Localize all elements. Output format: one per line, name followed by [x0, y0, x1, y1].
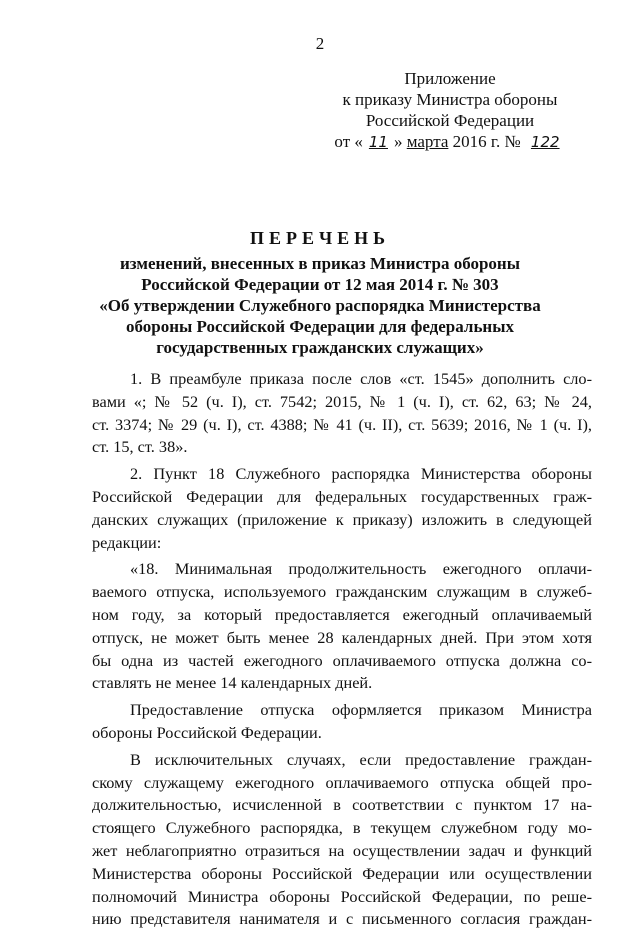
title-line: Российской Федерации от 12 мая 2014 г. № 303: [141, 275, 499, 294]
approval-federation-line: Российской Федерации: [365, 111, 535, 130]
paragraph-1: [92, 368, 592, 459]
handwritten-day: 11: [368, 133, 388, 151]
text-line: «18. Минимальная продолжительность ежегодного оплачи-: [130, 559, 592, 579]
date-mid: »: [393, 132, 403, 151]
document-body: [92, 368, 592, 935]
text-line: вами «; № 52 (ч. I), ст. 7542; 2015, № 1 (ч. I), ст. 62, 63; № 24,: [92, 391, 592, 411]
text-line: данских служащих (приложение к приказу) изложить в следующей: [92, 509, 592, 529]
text-line: стоящего Служебного распорядка, в текущем служебном году мо-: [92, 818, 592, 838]
text-line: редакции:: [92, 532, 162, 552]
title-line: изменений, внесенных в приказ Министра обороны: [119, 254, 520, 273]
date-prefix: от «: [334, 132, 363, 151]
text-line: Предоставление отпуска оформляется приказом Министра: [130, 700, 592, 720]
text-line: нию представителя нанимателя и с письменного согласия граждан-: [92, 909, 592, 929]
approval-block: [300, 68, 600, 153]
paragraph-3: [92, 558, 592, 695]
text-line: ставлять не менее 14 календарных дней.: [92, 673, 373, 693]
approval-order-line: к приказу Министра обороны: [342, 90, 558, 109]
text-line: 1. В преамбуле приказа после слов «ст. 1545» дополнить сло-: [130, 369, 592, 388]
date-month: марта: [406, 132, 449, 151]
text-line: скому служащему ежегодного оплачиваемого отпуска общей про-: [92, 772, 592, 792]
text-line: ст. 3374; № 29 (ч. I), ст. 4388; № 41 (ч. II), ст. 5639; 2016, № 1 (ч. I),: [92, 414, 592, 434]
paragraph-4: [92, 699, 592, 745]
paragraph-2: [92, 463, 592, 554]
handwritten-number: 122: [530, 133, 560, 151]
title-word: ПЕРЕЧЕНЬ: [249, 228, 391, 248]
text-line: Российской Федерации для федеральных государственных граж-: [92, 486, 592, 506]
text-line: жет неблагоприятно отразиться на осуществлении задач и функций: [92, 840, 592, 860]
text-line: обороны Российской Федерации.: [92, 722, 322, 742]
document-title: [40, 228, 600, 358]
text-line: отпуск, не может быть менее 28 календарных дней. При этом хотя: [92, 627, 592, 647]
text-line: В исключительных случаях, если предоставление граждан-: [130, 749, 592, 769]
page-number: 2: [315, 34, 325, 53]
date-year: 2016 г. №: [452, 132, 521, 151]
text-line: ваемого отпуска, используемого гражданским служащим в служеб-: [92, 582, 592, 602]
text-line: 2. Пункт 18 Служебного распорядка Министерства обороны: [130, 464, 592, 484]
text-line: должительностью, исчисленной в соответствии с пунктом 17 на-: [92, 795, 592, 815]
text-line: ном году, за который предоставляется ежегодный оплачиваемый: [92, 604, 592, 624]
title-line: обороны Российской Федерации для федеральных: [125, 317, 515, 336]
text-line: Министерства обороны Российской Федерации или осуществлении: [92, 863, 592, 883]
approval-heading: Приложение: [404, 69, 496, 88]
paragraph-5: [92, 749, 592, 931]
title-line: «Об утверждении Служебного распорядка Министерства: [99, 296, 541, 315]
title-line: государственных гражданских служащих»: [156, 338, 484, 357]
text-line: полномочий Министра обороны Российской Федерации, по реше-: [92, 886, 592, 906]
text-line: ст. 15, ст. 38».: [92, 437, 188, 457]
approval-date-line: [300, 131, 600, 153]
text-line: бы одна из частей ежегодного оплачиваемого отпуска должна со-: [92, 650, 592, 670]
